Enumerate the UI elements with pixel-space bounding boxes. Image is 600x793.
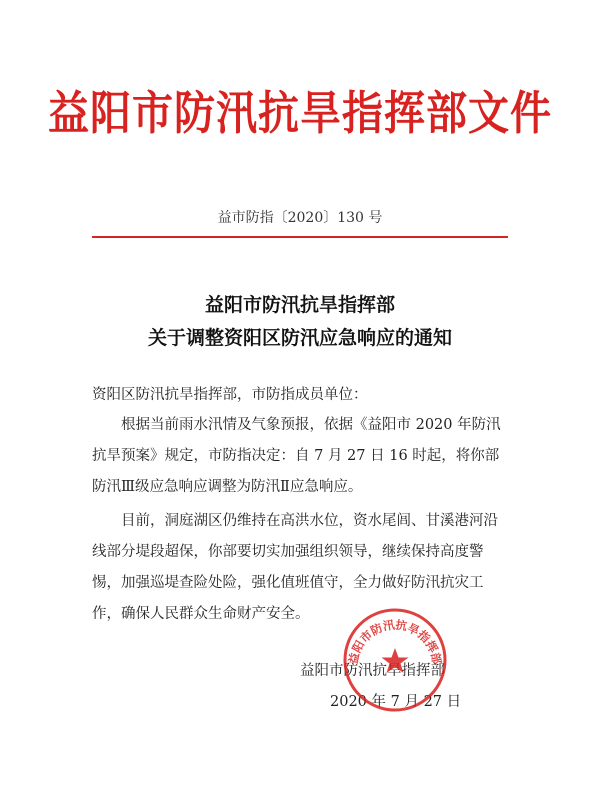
body-paragraph-1: 根据当前雨水汛情及气象预报，依据《益阳市 2020 年防汛抗旱预案》规定，市防指决定：自 7 月 27 日 16 时起，将你部防汛Ⅲ级应急响应调整为防汛Ⅱ应急响应。 (92, 417, 501, 495)
body-paragraph-2: 目前，洞庭湖区仍维持在高洪水位，资水尾闾、甘溪港河沿线部分堤段超保，你部要切实加强组织领导，继续保持高度警惕，加强巡堤查险处险，强化值班值守，全力做好防汛抗灾工作，确保人民群众生命财产安全。 (92, 513, 498, 622)
document-number: 益市防指〔2020〕130 号 (217, 210, 383, 226)
signature-org: 益阳市防汛抗旱指挥部 (300, 663, 445, 679)
document-header-title: 益阳市防汛抗旱指挥部文件 (48, 86, 552, 141)
notice-title-line1: 益阳市防汛抗旱指挥部 (204, 294, 395, 316)
notice-title-line2: 关于调整资阳区防汛应急响应的通知 (147, 327, 452, 349)
official-seal-icon (340, 605, 450, 715)
red-divider-line (92, 236, 508, 238)
svg-text:益阳市防汛抗旱指挥部: 益阳市防汛抗旱指挥部 (345, 617, 445, 666)
signature-date: 2020 年 7 月 27 日 (330, 694, 462, 710)
addressee-line: 资阳区防汛抗旱指挥部，市防指成员单位： (92, 387, 368, 403)
